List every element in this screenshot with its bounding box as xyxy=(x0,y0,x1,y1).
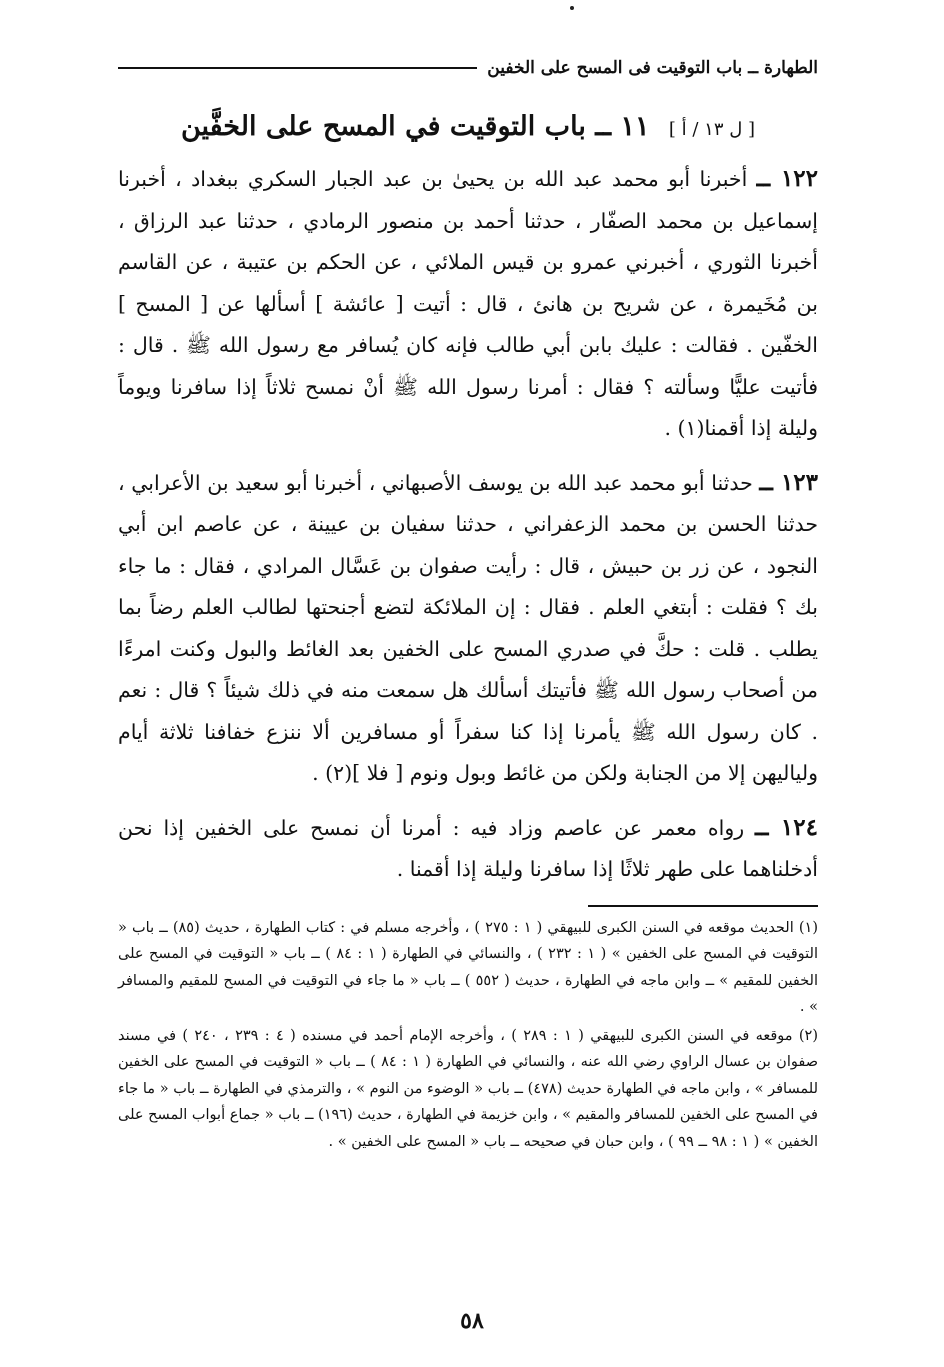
hadith-123 xyxy=(118,462,818,795)
running-head-rule xyxy=(118,67,477,69)
footnote-1: (١) الحديث موقعه في السنن الكبرى للبيهقي ( ١ : ٢٧٥ ) ، وأخرجه مسلم في : كتاب الطهارة ، حديث (٨٥) ــ باب « التوقيت في المسح على الخفين » ( ١ : ٢٣٢ ) ، والنسائي في الطهارة ( ١ : ٨٤ ) ــ باب « التوقيت في المسح على الخفين للمقيم » ــ وابن ماجه في الطهارة ، حديث ( ٥٥٢ ) ــ باب « ما جاء في التوقيت في المسح للمقيم والمسافر » . xyxy=(118,919,818,1015)
page-body xyxy=(118,48,818,1157)
top-dot-mark xyxy=(570,6,574,10)
chapter-ref: [ ل ١٣ / أ ] xyxy=(668,119,756,140)
hadith-number: ١٢٣ ــ xyxy=(759,468,818,496)
hadith-number: ١٢٢ ــ xyxy=(756,165,819,192)
running-head xyxy=(118,48,818,88)
hadith-122 xyxy=(118,158,818,450)
hadith-text: حدثنا أبو محمد عبد الله بن يوسف الأصبهاني ، أخبرنا أبو سعيد بن الأعرابي ، حدثنا الحسن بن محمد الزعفراني ، حدثنا سفيان بن عيينة ، عن عاصم ابن أبي النجود ، عن زر بن حبيش ، قال : رأيت صفوان بن عَسَّال المرادي ، فقال : ما جاء بك ؟ فقلت : أبتغي العلم . فقال : إن الملائكة لتضع أجنحتها لطالب العلم رضاً بما يطلب . قلت : حكَّ في صدري المسح على الخفين بعد الغائط والبول وكنت امرءًا من أصحاب رسول الله ﷺ فأتيتك أسألك هل سمعت منه في ذلك شيئاً ؟ قال : نعم . كان رسول الله ﷺ يأمرنا إذا كنا سفراً أو مسافرين ألا ننزع خفافنا ثلاثة أيام ولياليهن إلا من الجنابة ولكن من غائط وبول ونوم [ فلا ](٢) . xyxy=(118,470,818,785)
hadith-text: أخبرنا أبو محمد عبد الله بن يحيىٰ بن عبد الجبار السكري ببغداد ، أخبرنا إسماعيل بن محمد الصفّار ، حدثنا أحمد بن منصور الرمادي ، حدثنا عبد الرزاق ، أخبرنا الثوري ، أخبرني عمرو بن قيس الملائي ، عن الحكم بن عتيبة ، عن القاسم بن مُخَيمرة ، عن شريح بن هانئ ، قال : أتيت [ عائشة ] أسألها عن [ المسح ] الخفّين . فقالت : عليك بابن أبي طالب فإنه كان يُسافر مع رسول الله ﷺ . قال : فأتيت عليًّا وسألته ؟ فقال : أمرنا رسول الله ﷺ أنْ نمسح ثلاثاً إذا سافرنا ويوماً وليلة إذا أقمنا(١) . xyxy=(118,167,818,440)
running-head-text: الطهارة ــ باب التوقيت فى المسح على الخفين xyxy=(487,58,818,78)
footnote-2: (٢) موقعه في السنن الكبرى للبيهقي ( ١ : ٢٨٩ ) ، وأخرجه الإمام أحمد في مسنده ( ٤ : ٢٣٩ ، ٢٤٠ ) في مسند صفوان بن عسال الراوي رضي الله عنه ، والنسائي في الطهارة ( ١ : ٨٤ ) ــ باب « التوقيت في المسح على الخفين للمسافر » ، وابن ماجه في الطهارة حديث (٤٧٨) ــ باب « الوضوء من النوم » ، والترمذي في الطهارة ــ باب « ما جاء في المسح على الخفين للمسافر والمقيم » ، وابن خزيمة في الطهارة ، حديث (١٩٦) ــ باب « جماع أبواب المسح على الخفين » ( ١ : ٩٨ ــ ٩٩ ) ، وابن حبان في صحيحه ــ باب « المسح على الخفين » . xyxy=(118,1027,819,1150)
chapter-title-text: ١١ ــ باب التوقيت في المسح على الخفَّين xyxy=(180,111,650,142)
chapter-title xyxy=(118,96,818,158)
footnote-divider xyxy=(588,905,818,907)
hadith-number: ١٢٤ ــ xyxy=(755,813,818,841)
hadith-text: رواه معمر عن عاصم وزاد فيه : أمرنا أن نمسح على الخفين إذا نحن أدخلناهما على طهر ثلاثًا إذا سافرنا وليلة إذا أقمنا . xyxy=(118,815,818,881)
hadith-124 xyxy=(118,807,818,891)
page-number: ٥٨ xyxy=(460,1308,484,1334)
